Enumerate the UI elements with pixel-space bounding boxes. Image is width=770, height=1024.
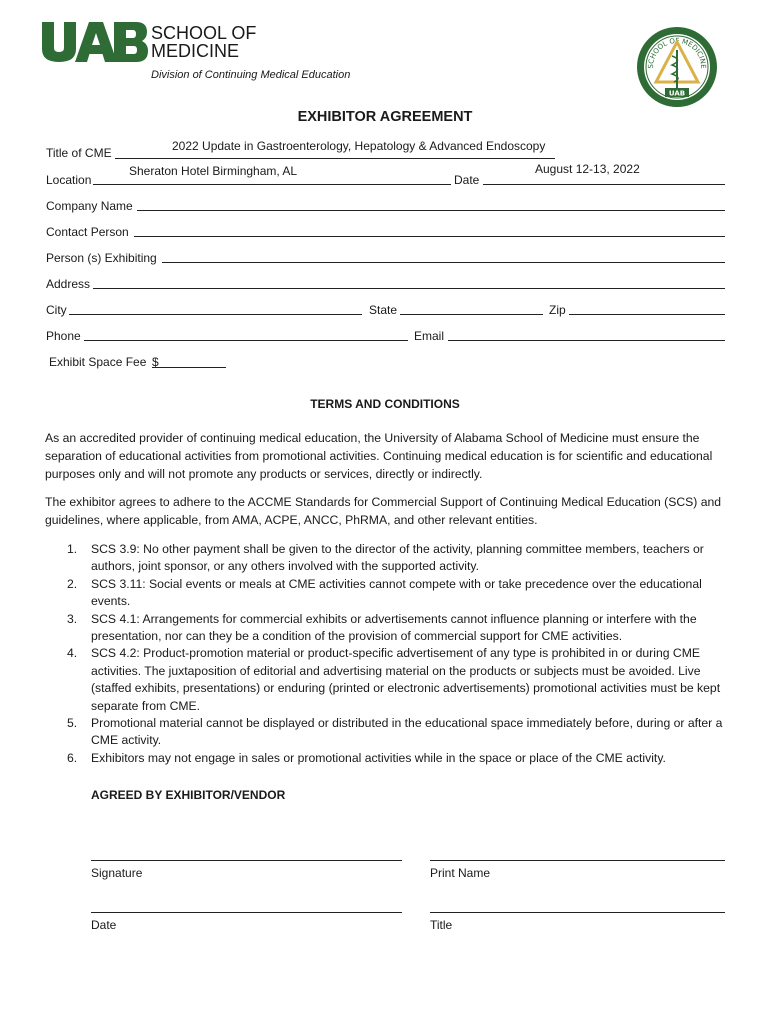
location-field[interactable]: Sheraton Hotel Birmingham, AL xyxy=(129,164,298,178)
terms-item-number: 5. xyxy=(67,716,78,731)
school-name xyxy=(151,24,256,60)
title-field[interactable] xyxy=(430,912,725,913)
terms-item-number: 2. xyxy=(67,576,78,591)
date-line xyxy=(483,184,725,185)
location-line xyxy=(93,184,451,185)
terms-item-number: 3. xyxy=(67,611,78,626)
company-name-label: Company Name xyxy=(46,199,133,213)
school-name-line1: SCHOOL OF xyxy=(151,23,257,43)
terms-list-item xyxy=(45,611,730,646)
date-label: Date xyxy=(454,173,480,187)
seal-top-text: SCHOOL OF MEDICINE xyxy=(646,36,708,69)
terms-list xyxy=(45,541,730,767)
terms-list-item xyxy=(45,750,730,767)
title-of-cme-field[interactable]: 2022 Update in Gastroenterology, Hepatology & Advanced Endoscopy xyxy=(172,139,546,153)
terms-paragraph-2: The exhibitor agrees to adhere to the ACCME Standards for Commercial Support of Continuing Medical Education (SCS) and guidelines, where applicable, from AMA, ACPE, ANCC, PhRMA, and other relevant entities. xyxy=(45,495,722,527)
city-label: City xyxy=(46,303,67,317)
terms-item-text: Promotional material cannot be displayed or distributed in the educational space immediately before, during or after a CME activity. xyxy=(91,716,723,748)
address-label: Address xyxy=(46,277,91,291)
page-title: EXHIBITOR AGREEMENT xyxy=(297,109,473,125)
agreement-heading: AGREED BY EXHIBITOR/VENDOR xyxy=(91,788,286,802)
signature-label: Signature xyxy=(91,866,143,880)
email-field[interactable] xyxy=(448,340,725,341)
signature-field[interactable] xyxy=(91,860,402,861)
city-field[interactable] xyxy=(69,314,362,315)
uab-logo-mark xyxy=(42,22,148,62)
state-label: State xyxy=(369,303,398,317)
terms-item-text: SCS 4.1: Arrangements for commercial exhibits or advertisements cannot influence planning or interfere with the presentation, nor can they be a condition of the provision of commercial support for CME activities. xyxy=(91,611,697,644)
date-field[interactable]: August 12-13, 2022 xyxy=(535,162,640,176)
terms-list-item xyxy=(45,715,730,750)
address-field[interactable] xyxy=(93,288,725,289)
school-seal xyxy=(636,26,718,108)
terms-paragraph-1: As an accredited provider of continuing medical education, the University of Alabama School of Medicine must ensure the separation of educational activities from promotional activities. Continuing medical education is for scientific and educational purposes only and will not promote any products or services, directly or indirectly. xyxy=(45,431,713,481)
location-label: Location xyxy=(46,173,92,187)
terms-item-text: SCS 4.2: Product-promotion material or product-specific advertisement of any type is prohibited in or during CME activities. The juxtaposition of editorial and advertising material on the products or subjects must be avoided. Live (staffed exhibits, presentations) or enduring (printed or electronic advertisements) promotional activities must be kept separate from CME. xyxy=(91,646,721,713)
phone-field[interactable] xyxy=(84,340,408,341)
zip-field[interactable] xyxy=(569,314,725,315)
company-name-field[interactable] xyxy=(137,210,725,211)
print-name-field[interactable] xyxy=(430,860,725,861)
zip-label: Zip xyxy=(549,303,566,317)
exhibit-fee-label: Exhibit Space Fee xyxy=(49,355,147,369)
terms-heading: TERMS AND CONDITIONS xyxy=(310,397,460,411)
title-of-cme-line xyxy=(115,158,555,159)
signature-date-field[interactable] xyxy=(91,912,402,913)
uab-logo xyxy=(42,22,148,62)
school-seal-icon xyxy=(636,26,718,108)
terms-item-number: 6. xyxy=(67,750,78,765)
terms-item-text: Exhibitors may not engage in sales or promotional activities while in the space or place of the CME activity. xyxy=(91,750,666,765)
terms-item-number: 1. xyxy=(67,542,78,556)
title-of-cme-label: Title of CME xyxy=(46,146,112,160)
terms-list-item xyxy=(45,576,730,611)
persons-exhibiting-label: Person (s) Exhibiting xyxy=(46,251,157,265)
terms-list-item xyxy=(45,541,730,576)
terms-item-text: SCS 3.11: Social events or meals at CME activities cannot compete with or take precedence over the educational events. xyxy=(91,576,702,609)
email-label: Email xyxy=(414,329,445,343)
contact-person-label: Contact Person xyxy=(46,225,129,239)
terms-list-item xyxy=(45,645,730,715)
phone-label: Phone xyxy=(46,329,81,343)
exhibit-fee-field[interactable] xyxy=(152,367,226,368)
title-label: Title xyxy=(430,918,453,932)
print-name-label: Print Name xyxy=(430,866,491,880)
state-field[interactable] xyxy=(400,314,543,315)
signature-date-label: Date xyxy=(91,918,117,932)
division-name: Division of Continuing Medical Education xyxy=(151,69,351,81)
school-name-line2: MEDICINE xyxy=(151,41,240,61)
terms-item-number: 4. xyxy=(67,646,78,661)
terms-item-text: SCS 3.9: No other payment shall be given to the director of the activity, planning committee members, teachers or authors, joint sponsor, or any others involved with the supported activity. xyxy=(91,542,704,574)
contact-person-field[interactable] xyxy=(134,236,725,237)
seal-bottom-text: UAB xyxy=(668,89,686,98)
exhibit-fee-currency: $ xyxy=(152,355,159,369)
persons-exhibiting-field[interactable] xyxy=(162,262,725,263)
